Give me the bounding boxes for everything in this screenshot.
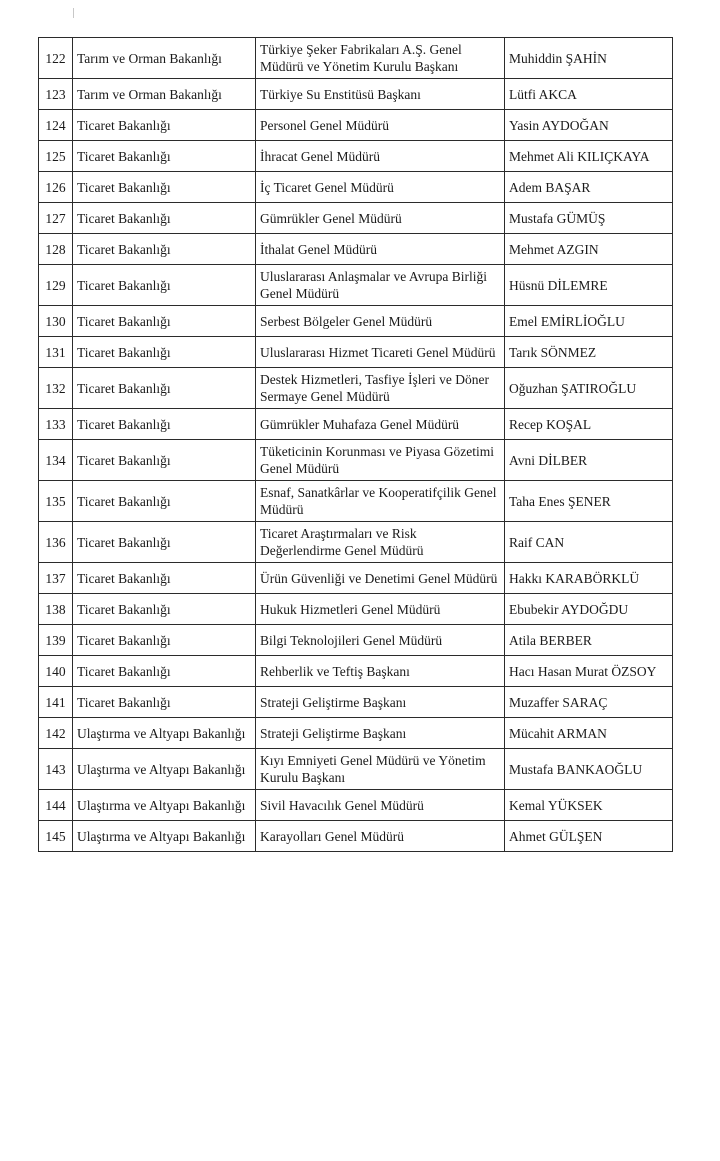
- row-number-cell: 128: [39, 234, 73, 265]
- ministry-cell: Ticaret Bakanlığı: [73, 306, 256, 337]
- position-cell: Gümrükler Muhafaza Genel Müdürü: [256, 409, 505, 440]
- appointee-name-cell: Raif CAN: [505, 522, 673, 563]
- row-number-cell: 143: [39, 749, 73, 790]
- appointee-name-cell: Mehmet Ali KILIÇKAYA: [505, 141, 673, 172]
- ministry-cell: Tarım ve Orman Bakanlığı: [73, 38, 256, 79]
- row-number-cell: 142: [39, 718, 73, 749]
- position-cell: İthalat Genel Müdürü: [256, 234, 505, 265]
- appointee-name-cell: Mücahit ARMAN: [505, 718, 673, 749]
- table-row: [39, 790, 673, 821]
- ministry-cell: Ticaret Bakanlığı: [73, 203, 256, 234]
- table-row: [39, 563, 673, 594]
- row-number-cell: 126: [39, 172, 73, 203]
- table-row: [39, 79, 673, 110]
- table-row: [39, 306, 673, 337]
- ministry-cell: Ticaret Bakanlığı: [73, 687, 256, 718]
- table-row: [39, 337, 673, 368]
- ministry-cell: Ticaret Bakanlığı: [73, 594, 256, 625]
- ministry-cell: Tarım ve Orman Bakanlığı: [73, 79, 256, 110]
- ministry-cell: Ticaret Bakanlığı: [73, 481, 256, 522]
- row-number-cell: 134: [39, 440, 73, 481]
- row-number-cell: 133: [39, 409, 73, 440]
- table-row: [39, 481, 673, 522]
- position-cell: Bilgi Teknolojileri Genel Müdürü: [256, 625, 505, 656]
- ministry-cell: Ticaret Bakanlığı: [73, 625, 256, 656]
- position-cell: İç Ticaret Genel Müdürü: [256, 172, 505, 203]
- table-row: [39, 234, 673, 265]
- appointee-name-cell: Yasin AYDOĞAN: [505, 110, 673, 141]
- row-number-cell: 129: [39, 265, 73, 306]
- table-row: [39, 749, 673, 790]
- row-number-cell: 131: [39, 337, 73, 368]
- position-cell: İhracat Genel Müdürü: [256, 141, 505, 172]
- row-number-cell: 123: [39, 79, 73, 110]
- position-cell: Rehberlik ve Teftiş Başkanı: [256, 656, 505, 687]
- ministry-cell: Ticaret Bakanlığı: [73, 409, 256, 440]
- row-number-cell: 124: [39, 110, 73, 141]
- position-cell: Hukuk Hizmetleri Genel Müdürü: [256, 594, 505, 625]
- appointee-name-cell: Mehmet AZGIN: [505, 234, 673, 265]
- appointments-table: [38, 37, 673, 852]
- position-cell: Esnaf, Sanatkârlar ve Kooperatifçilik Genel Müdürü: [256, 481, 505, 522]
- row-number-cell: 127: [39, 203, 73, 234]
- appointee-name-cell: Avni DİLBER: [505, 440, 673, 481]
- ministry-cell: Ticaret Bakanlığı: [73, 522, 256, 563]
- position-cell: Strateji Geliştirme Başkanı: [256, 718, 505, 749]
- ministry-cell: Ulaştırma ve Altyapı Bakanlığı: [73, 749, 256, 790]
- appointee-name-cell: Ahmet GÜLŞEN: [505, 821, 673, 852]
- row-number-cell: 139: [39, 625, 73, 656]
- ministry-cell: Ticaret Bakanlığı: [73, 234, 256, 265]
- ministry-cell: Ticaret Bakanlığı: [73, 337, 256, 368]
- position-cell: Ürün Güvenliği ve Denetimi Genel Müdürü: [256, 563, 505, 594]
- position-cell: Destek Hizmetleri, Tasfiye İşleri ve Döner Sermaye Genel Müdürü: [256, 368, 505, 409]
- position-cell: Strateji Geliştirme Başkanı: [256, 687, 505, 718]
- row-number-cell: 144: [39, 790, 73, 821]
- ministry-cell: Ticaret Bakanlığı: [73, 368, 256, 409]
- table-row: [39, 38, 673, 79]
- position-cell: Ticaret Araştırmaları ve Risk Değerlendirme Genel Müdürü: [256, 522, 505, 563]
- table-row: [39, 110, 673, 141]
- row-number-cell: 135: [39, 481, 73, 522]
- row-number-cell: 137: [39, 563, 73, 594]
- row-number-cell: 130: [39, 306, 73, 337]
- table-row: [39, 656, 673, 687]
- row-number-cell: 125: [39, 141, 73, 172]
- position-cell: Türkiye Su Enstitüsü Başkanı: [256, 79, 505, 110]
- row-number-cell: 140: [39, 656, 73, 687]
- row-number-cell: 136: [39, 522, 73, 563]
- appointee-name-cell: Tarık SÖNMEZ: [505, 337, 673, 368]
- appointee-name-cell: Recep KOŞAL: [505, 409, 673, 440]
- position-cell: Gümrükler Genel Müdürü: [256, 203, 505, 234]
- ministry-cell: Ticaret Bakanlığı: [73, 656, 256, 687]
- row-number-cell: 138: [39, 594, 73, 625]
- table-row: [39, 368, 673, 409]
- position-cell: Personel Genel Müdürü: [256, 110, 505, 141]
- position-cell: Kıyı Emniyeti Genel Müdürü ve Yönetim Kurulu Başkanı: [256, 749, 505, 790]
- position-cell: Uluslararası Hizmet Ticareti Genel Müdürü: [256, 337, 505, 368]
- appointee-name-cell: Muhiddin ŞAHİN: [505, 38, 673, 79]
- appointee-name-cell: Emel EMİRLİOĞLU: [505, 306, 673, 337]
- table-row: [39, 718, 673, 749]
- table-row: [39, 821, 673, 852]
- table-row: [39, 172, 673, 203]
- row-number-cell: 141: [39, 687, 73, 718]
- position-cell: Sivil Havacılık Genel Müdürü: [256, 790, 505, 821]
- appointee-name-cell: Muzaffer SARAÇ: [505, 687, 673, 718]
- table-row: [39, 265, 673, 306]
- appointee-name-cell: Lütfi AKCA: [505, 79, 673, 110]
- scan-mark: [73, 8, 74, 18]
- ministry-cell: Ticaret Bakanlığı: [73, 440, 256, 481]
- table-row: [39, 141, 673, 172]
- position-cell: Uluslararası Anlaşmalar ve Avrupa Birliği Genel Müdürü: [256, 265, 505, 306]
- table-row: [39, 522, 673, 563]
- appointee-name-cell: Kemal YÜKSEK: [505, 790, 673, 821]
- ministry-cell: Ulaştırma ve Altyapı Bakanlığı: [73, 718, 256, 749]
- ministry-cell: Ticaret Bakanlığı: [73, 265, 256, 306]
- table-row: [39, 625, 673, 656]
- row-number-cell: 145: [39, 821, 73, 852]
- appointee-name-cell: Mustafa BANKAOĞLU: [505, 749, 673, 790]
- table-row: [39, 440, 673, 481]
- table-row: [39, 687, 673, 718]
- appointee-name-cell: Hacı Hasan Murat ÖZSOY: [505, 656, 673, 687]
- ministry-cell: Ulaştırma ve Altyapı Bakanlığı: [73, 821, 256, 852]
- appointee-name-cell: Hakkı KARABÖRKLÜ: [505, 563, 673, 594]
- position-cell: Serbest Bölgeler Genel Müdürü: [256, 306, 505, 337]
- appointee-name-cell: Ebubekir AYDOĞDU: [505, 594, 673, 625]
- ministry-cell: Ticaret Bakanlığı: [73, 563, 256, 594]
- position-cell: Türkiye Şeker Fabrikaları A.Ş. Genel Müdürü ve Yönetim Kurulu Başkanı: [256, 38, 505, 79]
- appointee-name-cell: Hüsnü DİLEMRE: [505, 265, 673, 306]
- row-number-cell: 132: [39, 368, 73, 409]
- appointee-name-cell: Adem BAŞAR: [505, 172, 673, 203]
- ministry-cell: Ulaştırma ve Altyapı Bakanlığı: [73, 790, 256, 821]
- ministry-cell: Ticaret Bakanlığı: [73, 172, 256, 203]
- position-cell: Tüketicinin Korunması ve Piyasa Gözetimi Genel Müdürü: [256, 440, 505, 481]
- position-cell: Karayolları Genel Müdürü: [256, 821, 505, 852]
- appointee-name-cell: Oğuzhan ŞATIROĞLU: [505, 368, 673, 409]
- ministry-cell: Ticaret Bakanlığı: [73, 110, 256, 141]
- appointee-name-cell: Atila BERBER: [505, 625, 673, 656]
- table-body: [39, 38, 673, 852]
- appointee-name-cell: Taha Enes ŞENER: [505, 481, 673, 522]
- table-row: [39, 594, 673, 625]
- table-row: [39, 203, 673, 234]
- ministry-cell: Ticaret Bakanlığı: [73, 141, 256, 172]
- appointee-name-cell: Mustafa GÜMÜŞ: [505, 203, 673, 234]
- table-row: [39, 409, 673, 440]
- row-number-cell: 122: [39, 38, 73, 79]
